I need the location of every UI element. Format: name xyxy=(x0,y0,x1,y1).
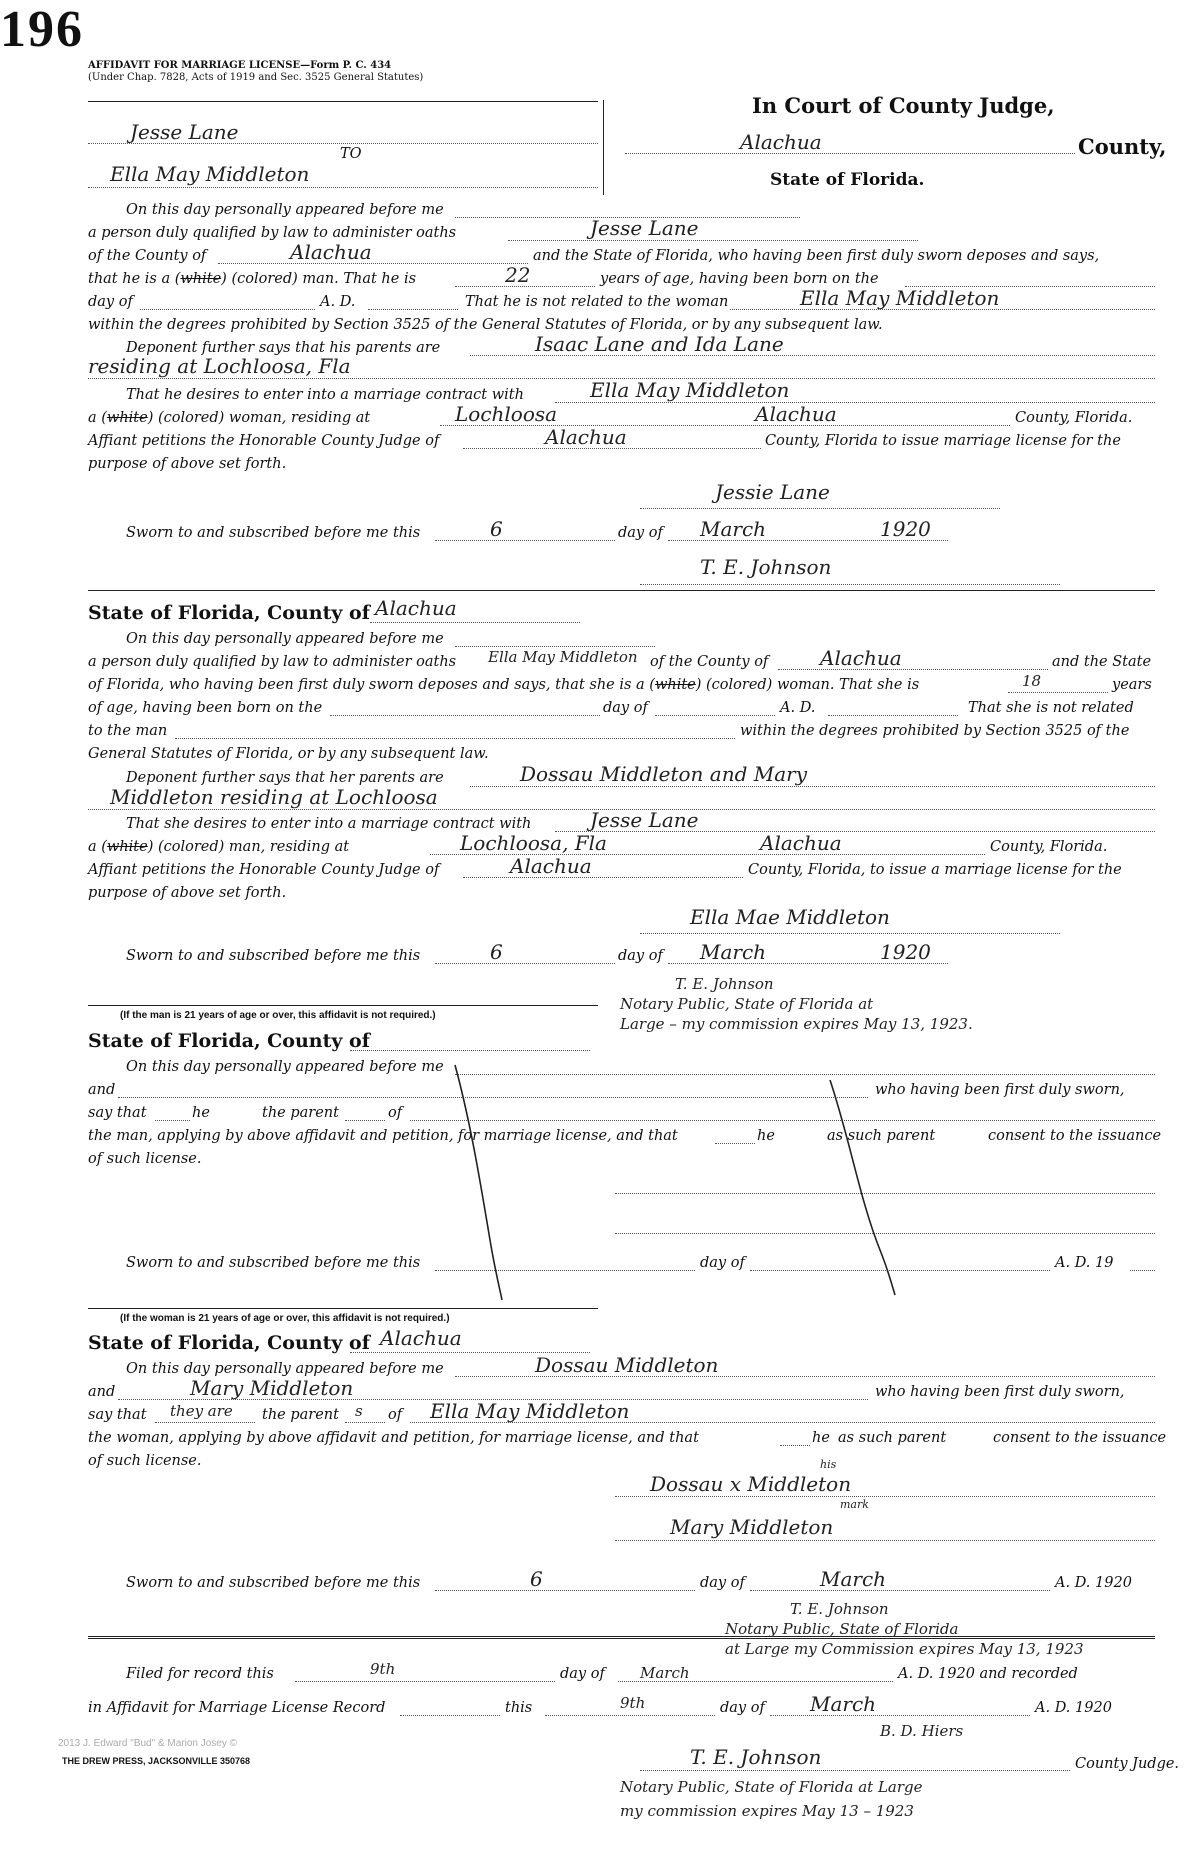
county-value: Alachua xyxy=(375,596,457,620)
text-line: a person duly qualified by law to administer oaths xyxy=(88,654,457,670)
text-line: County, Florida. xyxy=(1015,410,1133,426)
text-line: consent to the issuance xyxy=(993,1430,1167,1446)
text-line: within the degrees prohibited by Section 3525 of the General Statutes of Florida, or by any subsequent law. xyxy=(88,317,883,333)
notary-text: at Large my Commission expires May 13, 1923 xyxy=(725,1640,1084,1658)
fill-line xyxy=(545,1715,715,1716)
text-line: On this day personally appeared before me xyxy=(126,631,444,647)
section-rule xyxy=(88,1308,598,1309)
text-line: That he is not related to the woman xyxy=(465,294,729,310)
county-value: Alachua xyxy=(820,646,902,670)
text-line: of the County of xyxy=(88,248,207,264)
text-line: of xyxy=(388,1105,403,1121)
court-county-line xyxy=(625,153,1075,154)
parent-name: Dossau Middleton xyxy=(535,1353,719,1377)
text-line: of such license. xyxy=(88,1151,202,1167)
text-line: and xyxy=(88,1384,116,1400)
fill-line xyxy=(618,1681,893,1682)
cancellation-marks xyxy=(440,1060,940,1310)
fill-line xyxy=(455,286,595,287)
notary-text: Large – my commission expires May 13, 1923. xyxy=(620,1015,973,1033)
filed-day: 9th xyxy=(370,1660,396,1678)
text-line: the parent xyxy=(262,1105,339,1121)
cancel-stroke xyxy=(455,1065,502,1300)
fill-line xyxy=(345,1120,385,1121)
text-line: day of xyxy=(88,294,133,310)
fill-line xyxy=(828,715,958,716)
parents-value: Dossau Middleton and Mary xyxy=(520,762,808,786)
text-line: Filed for record this xyxy=(126,1666,274,1682)
text-line: Sworn to and subscribed before me this xyxy=(126,1255,421,1271)
section-rule xyxy=(88,1005,598,1006)
sworn-year: 1920 xyxy=(880,517,931,541)
fill-line xyxy=(370,622,580,623)
residence-county: Alachua xyxy=(760,831,842,855)
clerk-signature: B. D. Hiers xyxy=(880,1722,964,1740)
text-line: A. D. 1920 xyxy=(1055,1575,1132,1591)
fill-line xyxy=(155,1422,255,1423)
signature-line xyxy=(615,1496,1155,1497)
fill-line xyxy=(455,1376,1155,1377)
fill-line xyxy=(668,540,948,541)
page-number: 196 xyxy=(0,1,84,58)
fill-line xyxy=(1008,692,1108,693)
notary-text: my commission expires May 13 – 1923 xyxy=(620,1802,914,1820)
text-line: Deponent further says that his parents are xyxy=(126,340,441,356)
fill-line xyxy=(400,1715,500,1716)
court-title: In Court of County Judge, xyxy=(752,93,1055,118)
sworn-day: 6 xyxy=(530,1567,543,1591)
record-day: 9th xyxy=(620,1694,646,1712)
header-rule xyxy=(88,101,598,102)
text-line: day of xyxy=(700,1255,745,1271)
fill-line xyxy=(410,1422,1155,1423)
his-mark-label: his xyxy=(820,1458,837,1471)
official-signature: T. E. Johnson xyxy=(700,555,832,579)
plural-s: s xyxy=(355,1402,363,1420)
record-month: March xyxy=(810,1692,877,1716)
section-rule xyxy=(88,590,1155,591)
they-are: they are xyxy=(170,1402,233,1420)
signature-line xyxy=(640,1770,1070,1771)
fill-line xyxy=(155,1120,190,1121)
text-line: he xyxy=(812,1430,830,1446)
copyright-watermark: 2013 J. Edward "Bud" & Marion Josey © xyxy=(58,1738,237,1749)
fill-line xyxy=(770,1715,1030,1716)
text-line: day of xyxy=(618,948,663,964)
age-value: 22 xyxy=(505,263,531,287)
brace xyxy=(603,100,604,195)
groom-signature: Jessie Lane xyxy=(715,480,830,504)
groom-name: Jesse Lane xyxy=(130,120,239,144)
text-line: Sworn to and subscribed before me this xyxy=(126,948,421,964)
bride-name-value: Ella May Middleton xyxy=(590,378,790,402)
affiant-name: Jesse Lane xyxy=(590,216,699,240)
notary-text: Notary Public, State of Florida at xyxy=(620,995,874,1013)
residence-place: Lochloosa, Fla xyxy=(460,831,607,855)
fill-line xyxy=(778,669,1048,670)
his-mark-label: mark xyxy=(840,1498,869,1511)
father-signature: Dossau x Middleton xyxy=(650,1472,852,1496)
form-subtitle: (Under Chap. 7828, Acts of 1919 and Sec. 3525 General Statutes) xyxy=(88,72,424,83)
notary-text: Notary Public, State of Florida xyxy=(725,1620,959,1638)
text-line: County, Florida, to issue a marriage license for the xyxy=(748,862,1122,878)
mother-signature: Mary Middleton xyxy=(670,1515,834,1539)
fill-line xyxy=(440,425,1010,426)
text-line: That she is not related xyxy=(968,700,1134,716)
text-line: A. D. xyxy=(780,700,816,716)
judge-signature: T. E. Johnson xyxy=(690,1745,822,1769)
fill-line xyxy=(555,831,1155,832)
county-value: Alachua xyxy=(380,1326,462,1350)
fill-line xyxy=(470,786,1155,787)
signature-line xyxy=(640,584,1060,585)
text-line: years of age, having been born on the xyxy=(600,271,879,287)
fill-line xyxy=(1130,1270,1155,1271)
cancel-stroke xyxy=(830,1080,895,1295)
petition-county: Alachua xyxy=(545,425,627,449)
fill-line xyxy=(175,738,735,739)
notary-text: Notary Public, State of Florida at Large xyxy=(620,1778,923,1796)
text-line: that he is a (white) (colored) man. That he is xyxy=(88,271,417,287)
text-line: the woman, applying by above affidavit and petition, for marriage license, and that xyxy=(88,1430,699,1446)
sworn-month: March xyxy=(700,940,767,964)
text-line: consent to the issuance xyxy=(988,1128,1162,1144)
signature-line xyxy=(640,508,1000,509)
text-line: in Affidavit for Marriage License Record xyxy=(88,1700,386,1716)
section-note: (If the woman is 21 years of age or over, this affidavit is not required.) xyxy=(120,1313,450,1324)
parents-value: Isaac Lane and Ida Lane xyxy=(535,332,784,356)
fill-line xyxy=(435,540,615,541)
parent-name: Mary Middleton xyxy=(190,1376,354,1400)
text-line: day of xyxy=(560,1666,605,1682)
petition-county: Alachua xyxy=(510,854,592,878)
text-line: day of xyxy=(603,700,648,716)
fill-line xyxy=(368,309,458,310)
fill-line xyxy=(780,1445,810,1446)
official-signature: T. E. Johnson xyxy=(790,1600,889,1618)
woman-name: Ella May Middleton xyxy=(800,286,1000,310)
bride-name: Ella May Middleton xyxy=(110,162,310,186)
text-line: County, Florida. xyxy=(990,839,1108,855)
text-line: On this day personally appeared before me xyxy=(126,1361,444,1377)
text-line: That he desires to enter into a marriage contract with xyxy=(126,387,524,403)
text-line: day of xyxy=(720,1700,765,1716)
fill-line xyxy=(508,240,918,241)
text-line: within the degrees prohibited by Section 3525 of the xyxy=(740,723,1130,739)
text-line: Deponent further says that her parents are xyxy=(126,770,444,786)
section-note: (If the man is 21 years of age or over, this affidavit is not required.) xyxy=(120,1010,436,1021)
fill-line xyxy=(345,1422,385,1423)
groom-name-value: Jesse Lane xyxy=(590,808,699,832)
text-line: the parent xyxy=(262,1407,339,1423)
fill-line xyxy=(140,309,315,310)
county-label: County, xyxy=(1078,134,1167,159)
fill-line xyxy=(668,963,948,964)
fill-line xyxy=(750,1590,1050,1591)
sworn-day: 6 xyxy=(490,517,503,541)
text-line: and the State xyxy=(1052,654,1152,670)
text-line: as such parent xyxy=(827,1128,936,1144)
section-heading: State of Florida, County of xyxy=(88,1030,370,1052)
text-line: That she desires to enter into a marriage contract with xyxy=(126,816,532,832)
text-line: say that xyxy=(88,1407,147,1423)
fill-line xyxy=(470,355,1155,356)
text-line: say that xyxy=(88,1105,147,1121)
fill-line xyxy=(463,877,743,878)
fill-line xyxy=(655,715,775,716)
text-line: a (white) (colored) woman, residing at xyxy=(88,410,371,426)
form-title: AFFIDAVIT FOR MARRIAGE LICENSE—Form P. C. 434 xyxy=(88,60,392,71)
text-line: On this day personally appeared before me xyxy=(126,1059,444,1075)
daughter-name: Ella May Middleton xyxy=(430,1399,630,1423)
bride-line xyxy=(88,187,598,188)
text-line: this xyxy=(505,1700,533,1716)
fill-line xyxy=(435,1590,695,1591)
affiant-name: Ella May Middleton xyxy=(488,648,638,666)
filing-rule xyxy=(88,1636,1155,1639)
text-line: a person duly qualified by law to administer oaths xyxy=(88,225,457,241)
bride-signature: Ella Mae Middleton xyxy=(690,905,890,929)
text-line: General Statutes of Florida, or by any subsequent law. xyxy=(88,746,489,762)
fill-line xyxy=(555,402,1155,403)
text-line: who having been first duly sworn, xyxy=(875,1082,1125,1098)
text-line: purpose of above set forth. xyxy=(88,456,287,472)
text-line: Affiant petitions the Honorable County Judge of xyxy=(88,862,440,878)
sworn-month: March xyxy=(820,1567,887,1591)
fill-line xyxy=(330,715,600,716)
text-line: purpose of above set forth. xyxy=(88,885,287,901)
text-line: he xyxy=(192,1105,210,1121)
signature-line xyxy=(640,933,1060,934)
county-value: Alachua xyxy=(290,240,372,264)
sworn-year: 1920 xyxy=(880,940,931,964)
official-signature: T. E. Johnson xyxy=(675,975,774,993)
text-line: who having been first duly sworn, xyxy=(875,1384,1125,1400)
text-line: he xyxy=(757,1128,775,1144)
text-line: of the County of xyxy=(650,654,769,670)
text-line: day of xyxy=(700,1575,745,1591)
text-line: A. D. 19 xyxy=(1055,1255,1114,1271)
fill-line xyxy=(295,1681,555,1682)
age-value: 18 xyxy=(1022,672,1042,690)
printer-imprint: THE DREW PRESS, JACKSONVILLE 350768 xyxy=(62,1756,251,1766)
text-line: of xyxy=(388,1407,403,1423)
court-county: Alachua xyxy=(740,130,822,154)
text-line: and the State of Florida, who having been first duly sworn deposes and says, xyxy=(533,248,1100,264)
text-line: of Florida, who having been first duly sworn deposes and says, that she is a (white) (colored) woman. That she is xyxy=(88,677,920,693)
state-title: State of Florida. xyxy=(770,170,925,190)
text-line: Sworn to and subscribed before me this xyxy=(126,1575,421,1591)
text-line: day of xyxy=(618,525,663,541)
text-line: Affiant petitions the Honorable County Judge of xyxy=(88,433,440,449)
fill-line xyxy=(435,963,615,964)
sworn-month: March xyxy=(700,517,767,541)
residence-county: Alachua xyxy=(755,402,837,426)
sworn-day: 6 xyxy=(490,940,503,964)
text-line: and xyxy=(88,1082,116,1098)
text-line: A. D. 1920 xyxy=(1035,1700,1112,1716)
text-line: of age, having been born on the xyxy=(88,700,323,716)
county-judge-label: County Judge. xyxy=(1075,1756,1180,1772)
fill-line xyxy=(463,448,761,449)
text-line: the man, applying by above affidavit and petition, for marriage license, and that xyxy=(88,1128,678,1144)
section-heading: State of Florida, County of xyxy=(88,602,370,624)
section-heading: State of Florida, County of xyxy=(88,1332,370,1354)
fill-line xyxy=(218,263,528,264)
fill-line xyxy=(455,646,655,647)
text-line: Sworn to and subscribed before me this xyxy=(126,525,421,541)
fill-line xyxy=(730,309,1155,310)
groom-line xyxy=(88,143,598,144)
residence-place: Lochloosa xyxy=(455,402,558,426)
text-line: County, Florida to issue marriage license for the xyxy=(765,433,1121,449)
filed-month: March xyxy=(640,1664,690,1682)
text-line: A. D. 1920 and recorded xyxy=(898,1666,1078,1682)
signature-line xyxy=(615,1540,1155,1541)
residence-value: residing at Lochloosa, Fla xyxy=(88,354,351,378)
text-line: of such license. xyxy=(88,1453,202,1469)
text-line: On this day personally appeared before me xyxy=(126,202,444,218)
fill-line xyxy=(350,1050,590,1051)
text-line: as such parent xyxy=(838,1430,947,1446)
text-line: a (white) (colored) man, residing at xyxy=(88,839,350,855)
text-line: to the man xyxy=(88,723,168,739)
text-line: A. D. xyxy=(320,294,356,310)
residence-value: Middleton residing at Lochloosa xyxy=(110,785,438,809)
text-line: years xyxy=(1112,677,1152,693)
to-label: TO xyxy=(340,146,362,162)
